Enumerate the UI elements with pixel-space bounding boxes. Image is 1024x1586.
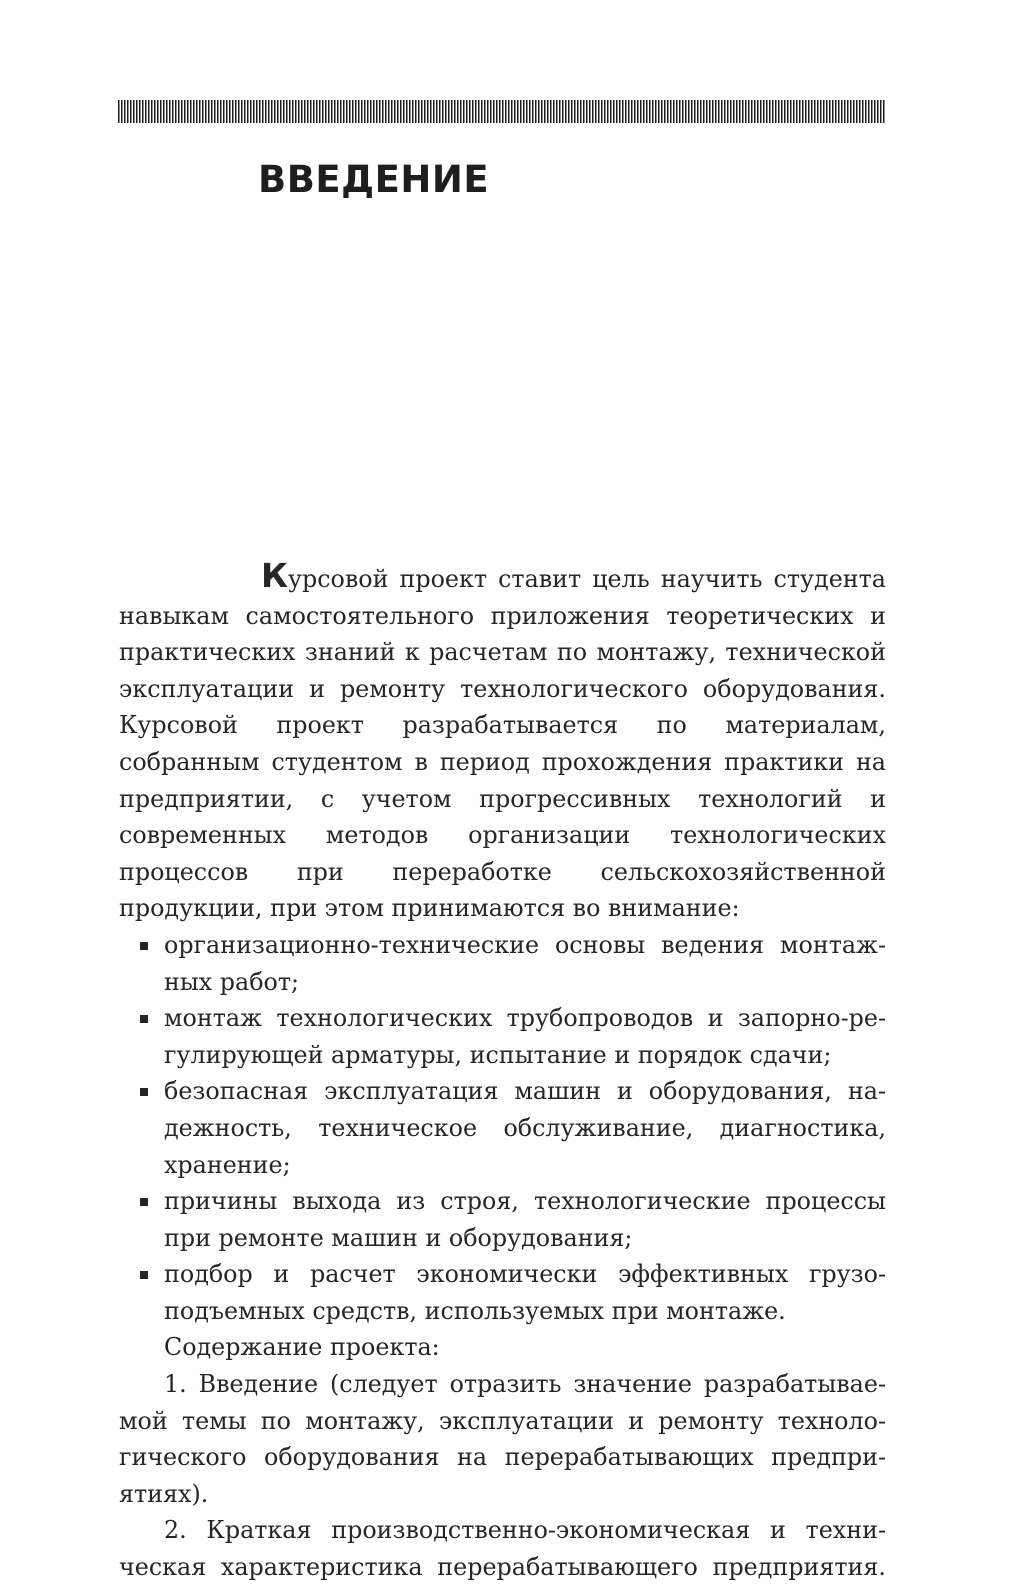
square-bullet-icon bbox=[140, 1271, 148, 1279]
square-bullet-icon bbox=[140, 942, 148, 950]
bullet-item-3 bbox=[119, 1073, 886, 1110]
square-bullet-icon bbox=[140, 1198, 148, 1206]
bullet-item-5 bbox=[119, 1256, 886, 1293]
intro-line-8: современных методов организации технологических bbox=[119, 821, 886, 850]
intro-line-10: продукции, при этом принимаются во внимание: bbox=[119, 894, 740, 923]
bullet-item-1 bbox=[119, 927, 886, 964]
intro-line-4: эксплуатации и ремонту технологического оборудования. bbox=[119, 674, 886, 703]
bullet-item-3-line-1: безопасная эксплуатация машин и оборудования, на- bbox=[164, 1077, 886, 1106]
square-bullet-icon bbox=[140, 1088, 148, 1096]
intro-line-1-text: урсовой проект ставит цель научить студента bbox=[287, 565, 886, 593]
intro-line-9: процессов при переработке сельскохозяйственной bbox=[119, 857, 886, 886]
bullet-item-3-line-3: хранение; bbox=[164, 1150, 291, 1179]
intro-line-3: практических знаний к расчетам по монтажу, технической bbox=[119, 638, 886, 667]
bullet-item-4 bbox=[119, 1183, 886, 1220]
bullet-item-1-line-2: ных работ; bbox=[164, 967, 300, 996]
bullet-item-1-line-1: организационно-технические основы ведения монтаж- bbox=[164, 930, 886, 959]
intro-line-7: предприятии, с учетом прогрессивных технологий и bbox=[119, 784, 886, 813]
bullet-item-5-line-1: подбор и расчет экономически эффективных грузо- bbox=[164, 1260, 886, 1289]
body-text bbox=[119, 556, 886, 1586]
bullet-item-2 bbox=[119, 1000, 886, 1037]
bullet-item-3-line-2: дежность, техническое обслуживание, диагностика, bbox=[164, 1113, 886, 1142]
contents-item-1-line-4: ятиях). bbox=[119, 1479, 209, 1508]
contents-item-1-line-1: 1. Введение (следует отразить значение разрабатывае- bbox=[164, 1370, 886, 1399]
bullet-item-2-line-1: монтаж технологических трубопроводов и запорно-ре- bbox=[164, 1004, 886, 1033]
chapter-title: ВВЕДЕНИЕ bbox=[258, 158, 490, 201]
contents-item-1-line-2: мой темы по монтажу, эксплуатации и ремонту техноло- bbox=[119, 1406, 886, 1435]
intro-line-6: собранным студентом в период прохождения практики на bbox=[119, 747, 886, 776]
intro-line-5: Курсовой проект разрабатывается по материалам, bbox=[119, 711, 886, 740]
drop-cap: К bbox=[261, 556, 288, 595]
contents-heading: Содержание проекта: bbox=[164, 1333, 440, 1362]
contents-item-2-line-2: ческая характеристика перерабатывающего предприятия. bbox=[119, 1553, 886, 1582]
contents-item-1-line-3: гического оборудования на перерабатывающих предпри- bbox=[119, 1443, 886, 1472]
top-decorative-rule bbox=[118, 100, 886, 123]
contents-item-2-line-1: 2. Краткая производственно-экономическая и техни- bbox=[164, 1516, 886, 1545]
bullet-item-2-line-2: гулирующей арматуры, испытание и порядок сдачи; bbox=[164, 1040, 832, 1069]
bullet-item-5-line-2: подъемных средств, используемых при монтаже. bbox=[164, 1296, 786, 1325]
bullet-item-4-line-1: причины выхода из строя, технологические процессы bbox=[164, 1187, 886, 1216]
intro-line-1 bbox=[119, 556, 886, 598]
square-bullet-icon bbox=[140, 1015, 148, 1023]
bullet-item-4-line-2: при ремонте машин и оборудования; bbox=[164, 1223, 633, 1252]
intro-line-2: навыкам самостоятельного приложения теоретических и bbox=[119, 601, 886, 630]
